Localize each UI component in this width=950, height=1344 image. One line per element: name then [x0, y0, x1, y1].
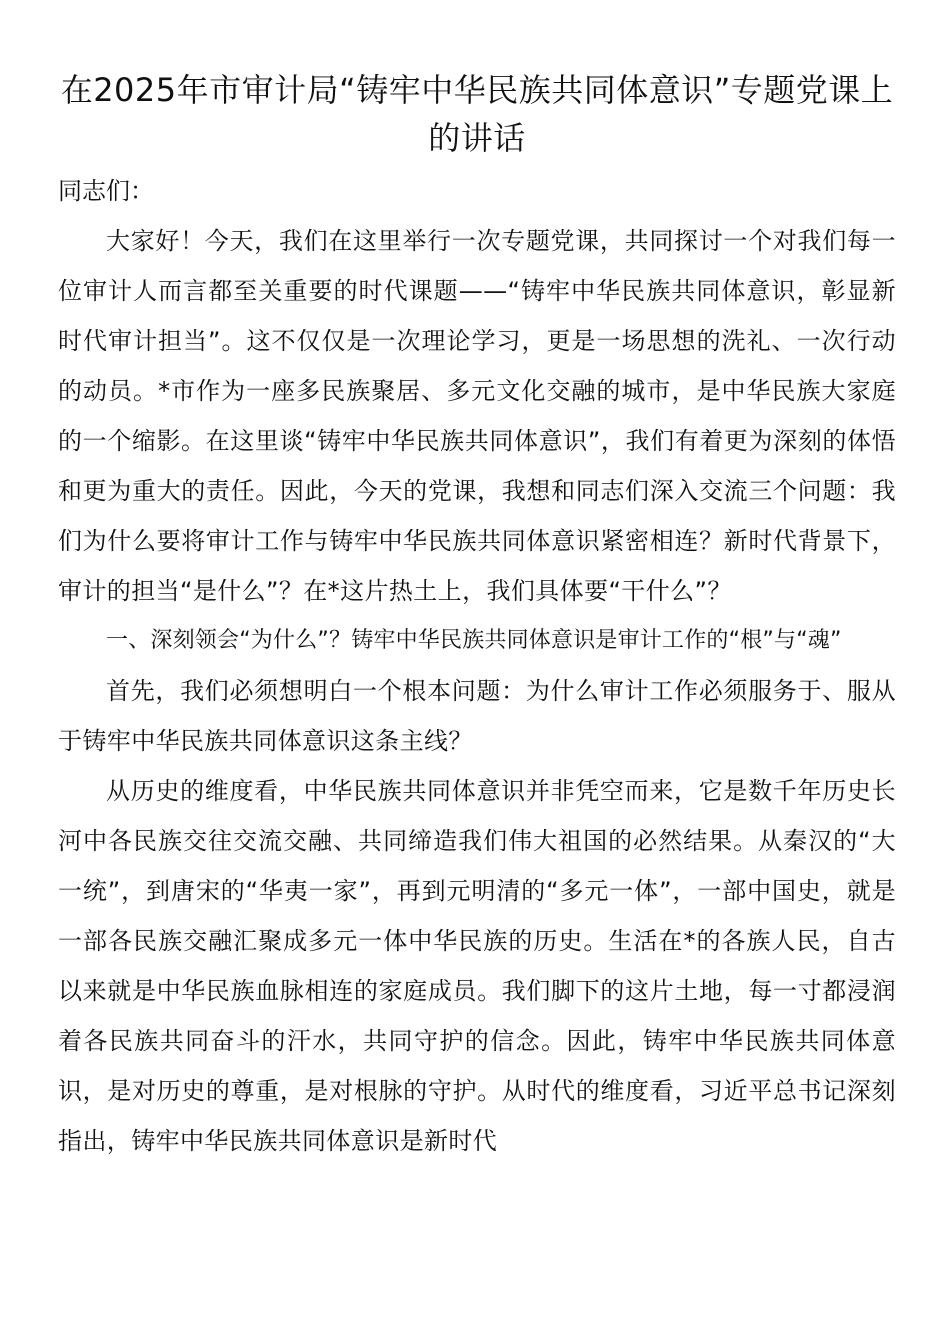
section-heading-1: 一、深刻领会“为什么”？铸牢中华民族共同体意识是审计工作的“根”与“魂”: [106, 628, 842, 653]
paragraph-section-2: 从历史的维度看，中华民族共同体意识并非凭空而来，它是数千年历史长河中各民族交往交流交融、共同缔造我们伟大祖国的必然结果。从秦汉的“大一统”，到唐宋的“华夷一家”，再到元明清的“多元一体”，一部中国史，就是一部各民族交融汇聚成多元一体中华民族的历史。生活在*的各族人民，自古以来就是中华民族血脉相连的家庭成员。我们脚下的这片土地，每一寸都浸润着各民族共同奋斗的汗水，共同守护的信念。因此，铸牢中华民族共同体意识，是对历史的尊重，是对根脉的守护。从时代的维度看，习近平总书记深刻指出，铸牢中华民族共同体意识是新时代: [58, 777, 896, 1155]
document-page: [58, 66, 896, 1166]
paragraph-section-1: 首先，我们必须想明白一个根本问题：为什么审计工作必须服务于、服从于铸牢中华民族共同体意识这条主线？: [58, 677, 896, 755]
paragraph-intro: 大家好！今天，我们在这里举行一次专题党课，共同探讨一个对我们每一位审计人而言都至关重要的时代课题——“铸牢中华民族共同体意识，彰显新时代审计担当”。这不仅仅是一次理论学习，更是一场思想的洗礼、一次行动的动员。*市作为一座多民族聚居、多元文化交融的城市，是中华民族大家庭的一个缩影。在这里谈“铸牢中华民族共同体意识”，我们有着更为深刻的体悟和更为重大的责任。因此，今天的党课，我想和同志们深入交流三个问题：我们为什么要将审计工作与铸牢中华民族共同体意识紧密相连？新时代背景下，审计的担当“是什么”？在*这片热土上，我们具体要“干什么”？: [58, 227, 896, 605]
document-title: 在2025年市审计局“铸牢中华民族共同体意识”专题党课上的讲话: [60, 71, 894, 157]
salutation: 同志们：: [58, 177, 154, 205]
